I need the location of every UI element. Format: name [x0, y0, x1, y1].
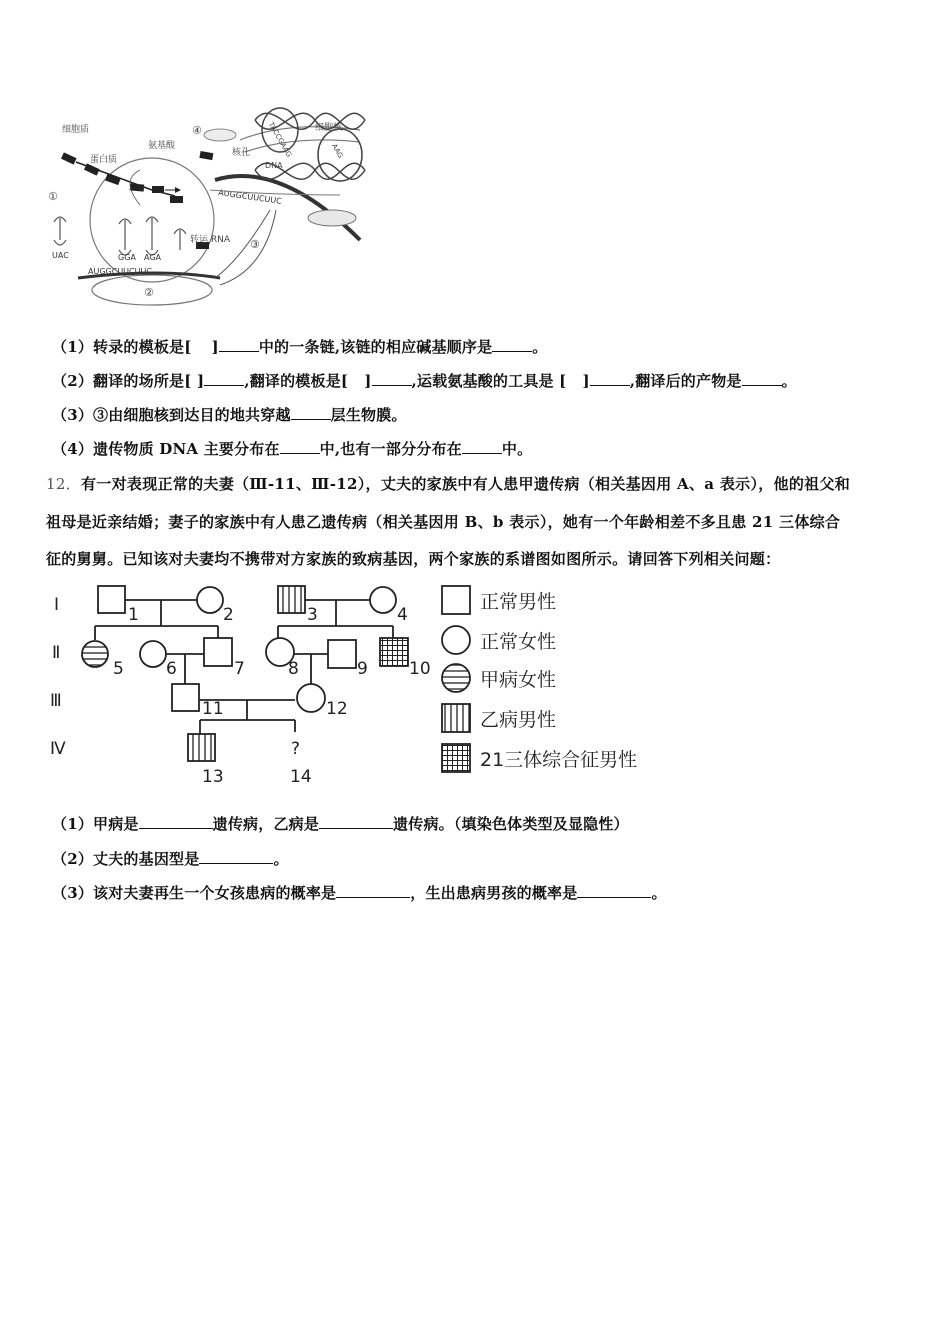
q11-part2: （2）翻译的场所是[ ] ,翻译的模板是[ ] ,运载氨基酸的工具是 [ ] ,翻译后的产物是 。	[52, 372, 797, 390]
label-nuclear-pore: 核孔	[232, 148, 251, 158]
individual-11	[172, 684, 199, 711]
id-label-11: 11	[202, 699, 224, 719]
marker-3: ③	[250, 238, 260, 251]
q12-stem-line1: 12．有一对表现正常的夫妻（Ⅲ-11、Ⅲ-12），丈夫的家族中有人患甲遗传病（相关基因用 A、a 表示），他的祖父和	[46, 475, 851, 493]
answer-blank[interactable]	[336, 883, 410, 898]
pedigree-chart	[40, 578, 660, 788]
legend-trisomy21-male-icon	[442, 744, 470, 772]
label-protein: 蛋白质	[90, 155, 118, 165]
generation-1: Ⅰ	[54, 595, 60, 615]
id-label-7: 7	[234, 659, 245, 679]
q12-stem-line3: 征的舅舅。已知该对夫妻均不携带对方家族的致病基因，两个家族的系谱图如图所示。请回答下列相关问题：	[46, 550, 781, 568]
id-label-6: 6	[166, 659, 177, 679]
individual-10	[380, 638, 408, 666]
q11-part3: （3）③由细胞核到达目的地共穿越 层生物膜。	[52, 406, 407, 424]
marker-2: ②	[144, 286, 154, 299]
label-trna: 转运 RNA	[190, 235, 231, 245]
nuclear-envelope	[215, 176, 360, 240]
marker-4: ④	[192, 124, 202, 137]
id-label-14: 14	[290, 767, 312, 787]
individual-6	[140, 641, 166, 667]
dna-seq-1: TACCGAAG	[266, 120, 294, 159]
label-amino-acid: 氨基酸	[148, 141, 176, 151]
individual-9	[328, 640, 356, 668]
q12-stem-line2: 祖母是近亲结婚；妻子的家族中有人患乙遗传病（相关基因用 B、b 表示），她有一个年龄相差不多且患 21 三体综合	[46, 513, 841, 531]
id-label-10: 10	[409, 659, 431, 679]
anticodon-2: GGA	[118, 253, 136, 262]
individual-7	[204, 638, 232, 666]
answer-blank[interactable]	[492, 337, 532, 352]
answer-blank[interactable]	[590, 371, 630, 386]
q11-part4: （4）遗传物质 DNA 主要分布在 中,也有一部分分布在 中。	[52, 440, 533, 458]
answer-blank[interactable]	[372, 371, 412, 386]
answer-blank[interactable]	[199, 849, 273, 864]
legend-disease-a-female-icon	[442, 664, 470, 692]
id-label-3: 3	[307, 605, 318, 625]
generation-4: Ⅳ	[50, 739, 66, 759]
id-label-1: 1	[128, 605, 139, 625]
question-number: 12．	[46, 475, 81, 493]
answer-blank[interactable]	[742, 371, 782, 386]
id-label-5: 5	[113, 659, 124, 679]
marker-1: ①	[48, 190, 58, 203]
label-cytoplasm: 细胞质	[62, 125, 90, 135]
individual-13	[188, 734, 215, 761]
individual-4	[370, 587, 396, 613]
id-label-9: 9	[357, 659, 368, 679]
dna-seq-2: AAG	[330, 142, 345, 160]
id-label-2: 2	[223, 605, 234, 625]
generation-3: Ⅲ	[50, 691, 62, 711]
answer-blank[interactable]	[319, 814, 393, 829]
answer-blank[interactable]	[204, 371, 244, 386]
generation-2: Ⅱ	[52, 643, 61, 663]
id-label-8: 8	[288, 659, 299, 679]
nuclear-mrna-seq: AUGGCUUCUUC	[217, 188, 283, 206]
legend-label-normal-female: 正常女性	[480, 631, 557, 653]
id-label-12: 12	[326, 699, 348, 719]
answer-blank[interactable]	[291, 405, 331, 420]
id-label-13: 13	[202, 767, 224, 787]
q12-part3: （3）该对夫妻再生一个女孩患病的概率是 ，生出患病男孩的概率是 。	[52, 884, 667, 902]
trna-molecules	[54, 217, 186, 255]
q12-part2: （2）丈夫的基因型是 。	[52, 850, 289, 868]
individual-2	[197, 587, 223, 613]
q12-part1: （1）甲病是 遗传病，乙病是 遗传病。（填染色体类型及显隐性）	[52, 815, 629, 833]
translation-diagram	[40, 100, 370, 315]
individual-5	[82, 641, 108, 667]
answer-blank[interactable]	[280, 439, 320, 454]
legend-disease-b-male-icon	[442, 704, 470, 732]
legend-label-trisomy21-male: 21三体综合征男性	[480, 749, 638, 771]
cytoplasm-mrna-seq: AUGGCUUCUUC	[88, 267, 152, 276]
legend-label-normal-male: 正常男性	[480, 591, 557, 613]
answer-blank[interactable]	[577, 883, 651, 898]
answer-blank[interactable]	[462, 439, 502, 454]
answer-blank[interactable]	[219, 337, 259, 352]
individual-1	[98, 586, 125, 613]
label-nucleus: 细胞核	[315, 123, 343, 133]
anticodon-3: AGA	[144, 253, 162, 262]
q11-part1: （1）转录的模板是[ ] 中的一条链,该链的相应碱基顺序是 。	[52, 338, 548, 356]
unknown-individual-14: ?	[291, 739, 301, 759]
individual-3	[278, 586, 305, 613]
legend-label-disease-a-female: 甲病女性	[480, 669, 557, 691]
legend-label-disease-b-male: 乙病男性	[480, 709, 557, 731]
legend-normal-female-icon	[442, 626, 470, 654]
legend-normal-male-icon	[442, 586, 470, 614]
id-label-4: 4	[397, 605, 408, 625]
individual-12	[297, 684, 325, 712]
anticodon-1: UAC	[52, 251, 69, 260]
label-dna: DNA	[265, 161, 283, 170]
answer-blank[interactable]	[139, 814, 213, 829]
